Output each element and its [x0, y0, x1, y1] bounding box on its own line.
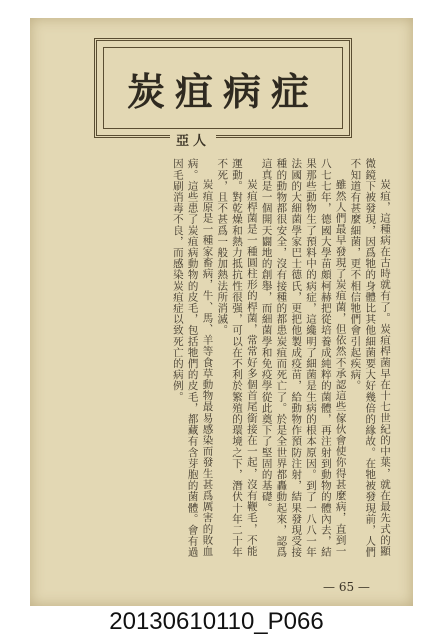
image-caption: 20130610110_P066	[109, 608, 324, 635]
author-name: 亞人	[170, 130, 216, 149]
body-paragraph: 炭疽，這種病在古時就有了。炭疽桿菌早在十七世紀的中葉，就在最先式的顯微鏡下被發現，因爲牠的身體比其他細菌要大好幾倍的緣故。在牠被發現前，人們不知道有甚麼細菌，更不相信牠們會引起疾病。	[349, 158, 391, 558]
article-body	[50, 158, 392, 558]
body-paragraph: 炭疽桿菌是一種圓柱形的桿菌，常常好多個首尾銜接在一起，沒有鞭毛，不能運動。對乾燥和熱力抵抗性很强，可以在不利於繁殖的環境之下，潛伏十年二十年不死，且不甚爲一般加熱法所消滅。	[216, 158, 258, 558]
title-inner-frame	[103, 47, 343, 129]
body-paragraph: 雖然人們最早發現了炭疽菌，但依然不承認這些傢伙會使你得甚麼病，直到一八七七年，德國大學苗頗柯赫把從培養成純粹的菌體，再注射到動物的體內去，結果那些動物生了預料中的病症，這纔明了細菌是生病的根本原因。到了一八八一年法國的大細菌學家巴士德氏，更把他製成疫苗，給動物作預防注射，結果發現受接種的動物都很安全，沒有接種的都患炭疽而死亡了。於是全世界都轟動起來，認爲這真是一個開天闢地的創舉，而細菌學和免疫學從此奠下了堅固的基礎。	[260, 158, 347, 558]
body-paragraph: 炭疽原是一種家畜病，牛、馬、羊等食草動物最易感染而發生甚爲厲害的敗血病。這些患了炭疽病動物的皮毛，包括牠們的皮毛，都藏有含芽胞的菌體。會有過因毛刷消毒不良，而感染炭疽症以致死亡的病例。	[171, 158, 214, 558]
title-frame	[94, 38, 352, 138]
scanned-page	[30, 18, 413, 606]
article-title: 炭疽病症	[126, 68, 319, 114]
page-number: — 65 —	[323, 580, 370, 594]
